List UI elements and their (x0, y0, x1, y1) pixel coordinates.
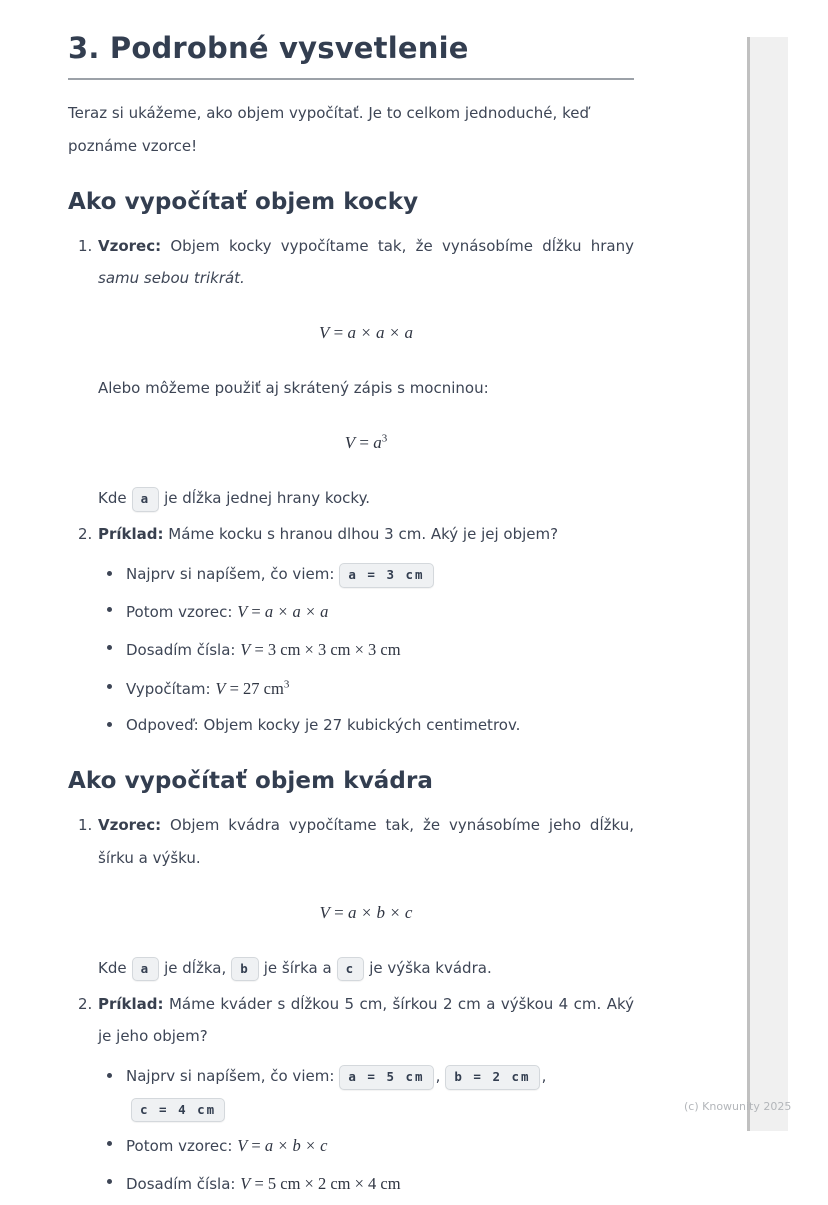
list-item (98, 558, 634, 590)
formula-operator: = (247, 601, 265, 621)
list-number: 1. (78, 236, 93, 255)
intro-paragraph: Teraz si ukážeme, ako objem vypočítať. Je to celkom jednoduché, keď poznáme vzorce! (68, 104, 589, 155)
inline-math (215, 679, 289, 698)
bullet-text: Dosadím čísla: (126, 641, 241, 660)
step-label: Vzorec: (98, 236, 162, 255)
bullet-text: Najprv si napíšem, čo viem: (126, 565, 335, 584)
list-item (98, 632, 634, 667)
step-text: Objem kvádra vypočítame tak, že vynásobíme jeho dĺžku, šírku a výšku. (98, 816, 634, 867)
formula-operator: = (225, 678, 244, 698)
bullet-icon (107, 1179, 112, 1184)
formula-variable: V (237, 1135, 248, 1155)
step-text: Máme kocku s hranou dlhou 3 cm. Aký je jej objem? (163, 525, 559, 544)
list-item (98, 1166, 634, 1201)
section-heading-cuboid: Ako vypočítať objem kvádra (68, 768, 434, 795)
step-text-italic: samu sebou trikrát. (98, 268, 245, 287)
bullet-text: Potom vzorec: (126, 602, 238, 621)
cube-example-bullets (98, 558, 634, 741)
inline-code-a-5cm: a = 5 cm (339, 1065, 433, 1090)
formula-base: a (373, 433, 382, 453)
bullet-icon (107, 607, 112, 612)
bullet-icon (107, 645, 112, 650)
formula-cube-power (98, 431, 634, 455)
step-text: Máme kváder s dĺžkou 5 cm, šírkou 2 cm a výškou 4 cm. Aký je jeho objem? (98, 994, 634, 1046)
where-mid: je šírka a (263, 958, 332, 977)
formula-operator: = (250, 1174, 268, 1194)
bullet-icon (107, 684, 112, 689)
separator: , (435, 1067, 441, 1086)
step-label: Príklad: (98, 525, 164, 544)
formula-variable: V (344, 433, 356, 453)
bullet-text: Vypočítam: (126, 679, 216, 698)
formula-rhs: a × b × c (264, 1135, 328, 1155)
formula-variable: V (240, 1174, 251, 1194)
list-number: 2. (78, 994, 93, 1013)
document-page (68, 30, 634, 1205)
section-heading-cube: Ako vypočítať objem kocky (68, 188, 419, 215)
formula-cube-product (98, 321, 634, 345)
formula-rhs: 5 cm × 2 cm × 4 cm (267, 1174, 401, 1194)
cuboid-example-bullets (98, 1060, 634, 1201)
formula-variable: V (237, 601, 248, 621)
formula-rhs: a × a × a (264, 601, 329, 621)
bullet-icon (107, 722, 112, 727)
where-mid: je dĺžka, (164, 958, 227, 977)
list-number: 1. (78, 816, 93, 835)
inline-code-b: b (231, 957, 259, 982)
separator: , (541, 1067, 547, 1086)
cuboid-where-line (98, 952, 634, 984)
list-item (98, 671, 634, 706)
formula-rhs: 3 cm × 3 cm × 3 cm (267, 640, 401, 660)
formula-variable: V (215, 678, 226, 698)
bullet-text: Odpoveď: Objem kocky je 27 kubických centimetrov. (126, 716, 521, 735)
list-item (98, 1060, 634, 1125)
formula-exponent: 3 (381, 432, 388, 445)
bullet-text: Potom vzorec: (126, 1136, 238, 1155)
list-number: 2. (78, 525, 93, 544)
inline-code-a: a (132, 957, 160, 982)
formula-cuboid-product (98, 901, 634, 925)
formula-operator: = (355, 433, 374, 453)
inline-math (237, 602, 328, 621)
inline-math (237, 1136, 327, 1155)
cuboid-step-priklad (68, 988, 634, 1202)
title-divider (68, 78, 634, 80)
formula-operator: = (247, 1135, 265, 1155)
where-post: je dĺžka jednej hrany kocky. (164, 488, 371, 507)
formula-rhs: a × a × a (347, 323, 413, 343)
formula-variable: V (319, 323, 330, 343)
bullet-text: Najprv si napíšem, čo viem: (126, 1067, 335, 1086)
formula-variable: V (240, 640, 251, 660)
bullet-icon (107, 1073, 112, 1078)
bullet-text: Dosadím čísla: (126, 1175, 241, 1194)
formula-rhs: 27 cm (243, 678, 284, 698)
cube-alt-note: Alebo môžeme použiť aj skrátený zápis s mocninou: (98, 378, 489, 397)
inline-code-c-4cm: c = 4 cm (131, 1098, 225, 1123)
formula-variable: V (319, 902, 330, 922)
bullet-icon (107, 1141, 112, 1146)
inline-code-b-2cm: b = 2 cm (445, 1065, 539, 1090)
where-pre: Kde (98, 958, 127, 977)
formula-operator: = (329, 323, 348, 343)
list-item (98, 594, 634, 629)
list-item (98, 709, 634, 741)
cube-step-vzorec (68, 230, 634, 515)
formula-rhs: a × b × c (347, 902, 413, 922)
where-post: je výška kvádra. (369, 958, 492, 977)
cube-step-priklad (68, 518, 634, 741)
formula-operator: = (250, 640, 268, 660)
step-label: Vzorec: (98, 816, 162, 835)
cuboid-step-vzorec (68, 809, 634, 984)
scrollbar[interactable] (747, 37, 788, 1131)
inline-code-c: c (337, 957, 365, 982)
inline-code-a: a (132, 487, 160, 512)
formula-exponent: 3 (283, 678, 290, 691)
where-pre: Kde (98, 488, 127, 507)
cube-where-line (98, 482, 634, 514)
page-title: 3. Podrobné vysvetlenie (68, 31, 469, 65)
watermark: (c) Knowunity 2025 (684, 1100, 792, 1113)
step-text: Objem kocky vypočítame tak, že vynásobíme dĺžku hrany (161, 236, 634, 255)
step-label: Príklad: (98, 994, 164, 1013)
inline-math (240, 1174, 400, 1193)
bullet-icon (107, 571, 112, 576)
inline-code-a-3cm: a = 3 cm (339, 563, 433, 588)
inline-math (240, 640, 400, 659)
list-item (98, 1128, 634, 1163)
formula-operator: = (329, 902, 348, 922)
